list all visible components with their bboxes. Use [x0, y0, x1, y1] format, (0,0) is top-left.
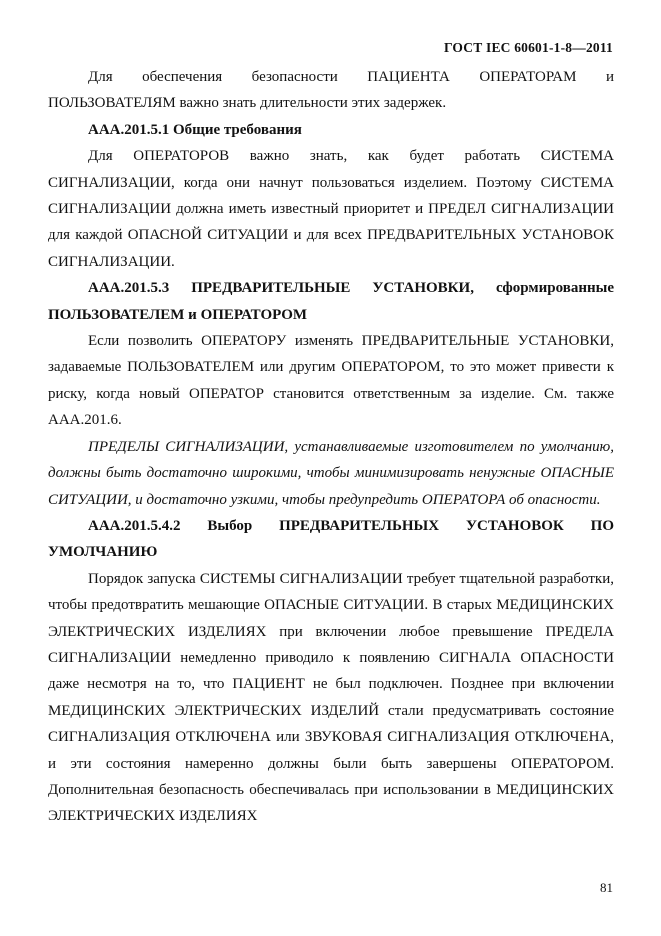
section-heading-aaa-201-5-1: ААА.201.5.1 Общие требования [88, 121, 302, 138]
section-heading-aaa-201-5-3: ААА.201.5.3 ПРЕДВАРИТЕЛЬНЫЕ УСТАНОВКИ, сформированные ПОЛЬЗОВАТЕЛЕМ и ОПЕРАТОРОМ [48, 280, 614, 323]
page-header: ГОСТ IEC 60601-1-8—2011 [443, 40, 613, 55]
section-heading-aaa-201-5-4-2: ААА.201.5.4.2 Выбор ПРЕДВАРИТЕЛЬНЫХ УСТАНОВОК ПО УМОЛЧАНИЮ [48, 517, 614, 561]
page-content [48, 64, 614, 830]
paragraph-delay-importance: Для обеспечения безопасности ПАЦИЕНТА ОПЕРАТОРАМ и ПОЛЬЗОВАТЕЛЯМ важно знать длительности этих задержек. [48, 69, 614, 112]
paragraph-general-requirements: Для ОПЕРАТОРОВ важно знать, как будет работать СИСТЕМА СИГНАЛИЗАЦИИ, когда они начнут пользоваться изделием. Поэтому СИСТЕМА СИГНАЛИЗАЦИИ должна иметь известный приоритет и ПРЕДЕЛ СИГНАЛИЗАЦИИ для каждой ОПАСНОЙ СИТУАЦИИ и для всех ПРЕДВАРИТЕЛЬНЫХ УСТАНОВОК СИГНАЛИЗАЦИИ. [48, 148, 614, 270]
paragraph-operator-changes: Если позволить ОПЕРАТОРУ изменять ПРЕДВАРИТЕЛЬНЫЕ УСТАНОВКИ, задаваемые ПОЛЬЗОВАТЕЛЕМ или другим ОПЕРАТОРОМ, то это может привести к риску, когда новый ОПЕРАТОР становится ответственным за изделие. См. также ААА.201.6. [48, 333, 614, 429]
paragraph-startup-order: Порядок запуска СИСТЕМЫ СИГНАЛИЗАЦИИ требует тщательной разработки, чтобы предотвратить мешающие ОПАСНЫЕ СИТУАЦИИ. В старых МЕДИЦИНСКИХ ЭЛЕКТРИЧЕСКИХ ИЗДЕЛИЯХ при включении любое превышение ПРЕДЕЛА СИГНАЛИЗАЦИИ немедленно приводило к появлению СИГНАЛА ОПАСНОСТИ даже несмотря на то, что ПАЦИЕНТ не был подключен. Позднее при включении МЕДИЦИНСКИХ ЭЛЕКТРИЧЕСКИХ ИЗДЕЛИЙ стали предусматривать состояние СИГНАЛИЗАЦИЯ ОТКЛЮЧЕНА или ЗВУКОВАЯ СИГНАЛИЗАЦИЯ ОТКЛЮЧЕНА, и эти состояния намеренно должны были быть завершены ОПЕРАТОРОМ. Дополнительная безопасность обеспечивалась при использовании в МЕДИЦИНСКИХ ЭЛЕКТРИЧЕСКИХ ИЗДЕЛИЯХ [48, 570, 614, 825]
paragraph-alarm-limits: ПРЕДЕЛЫ СИГНАЛИЗАЦИИ, устанавливаемые изготовителем по умолчанию, должны быть достаточно широкими, чтобы минимизировать ненужные ОПАСНЫЕ СИТУАЦИИ, и достаточно узкими, чтобы предупредить ОПЕРАТОРА об опасности. [48, 438, 614, 508]
page-number: 81 [600, 880, 613, 895]
